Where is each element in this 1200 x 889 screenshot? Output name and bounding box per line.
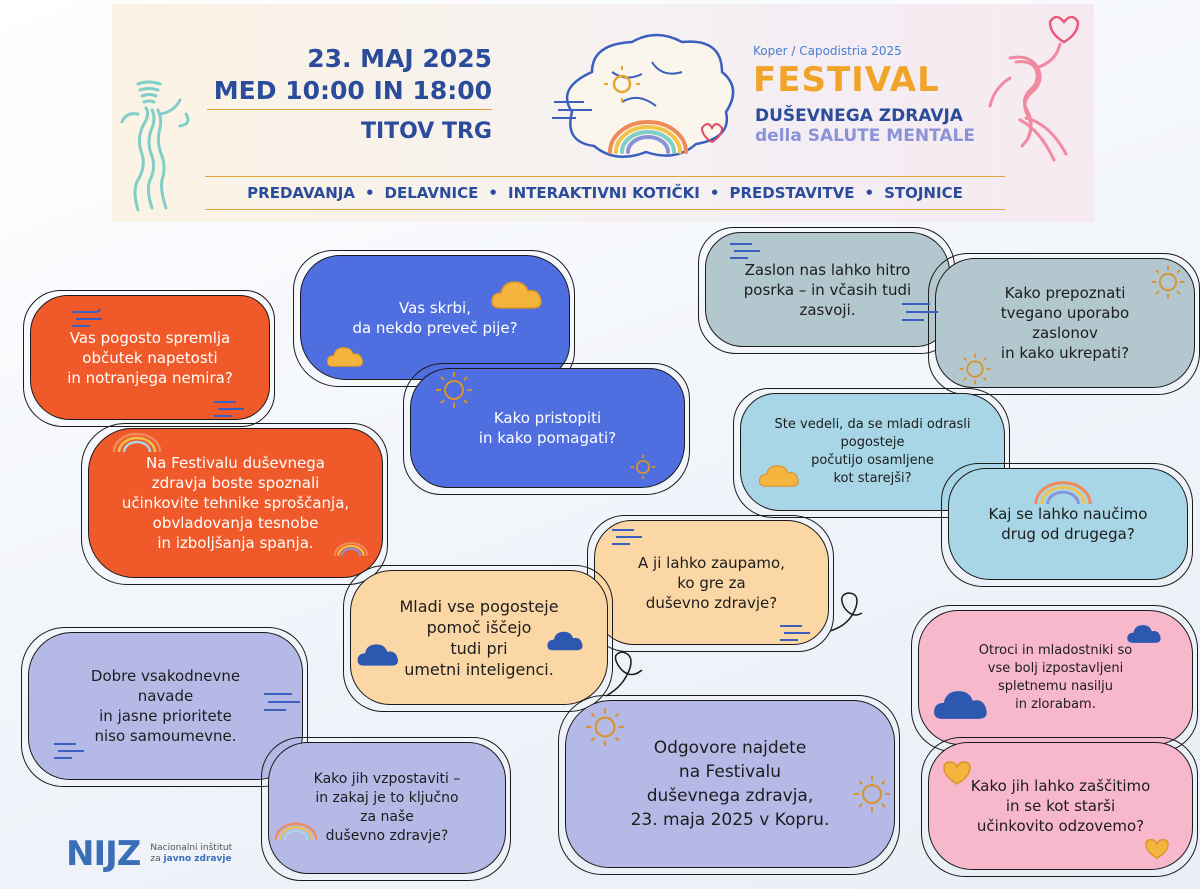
rainbow-icon	[272, 820, 320, 840]
bubble-text: Kako pristopiti in kako pomagati?	[478, 409, 617, 447]
brain-rainbow-illustration	[552, 32, 742, 172]
festival-banner	[112, 4, 1094, 222]
banner-divider	[207, 109, 492, 110]
bubble-text: A ji lahko zaupamo, ko gre za duševno zdravje?	[638, 553, 785, 612]
sun-icon	[1148, 262, 1188, 302]
sun-icon	[956, 350, 994, 388]
festival-place: TITOV TRG	[360, 119, 492, 144]
topic-lectures: PREDAVANJA	[247, 184, 355, 202]
topics-strip	[205, 176, 1005, 210]
bubble-establish-habits	[268, 742, 506, 874]
nijz-logo-name	[150, 843, 240, 865]
heart-icon	[1144, 838, 1170, 860]
cloud-icon	[1126, 622, 1164, 646]
topic-workshops: DELAVNICE	[384, 184, 479, 202]
wind-icon	[728, 240, 764, 262]
bubble-text: Ste vedeli, da se mladi odrasli pogosteje počutijo osamljene kot starejši?	[774, 417, 971, 486]
wind-icon	[70, 308, 106, 330]
bubble-text: Vas pogosto spremlja občutek napetosti in notranjega nemira?	[67, 328, 233, 387]
rainbow-icon	[1030, 478, 1096, 504]
bubble-text: Zaslon nas lahko hitro posrka – in včasih tudi zasvoji.	[743, 260, 912, 319]
bubble-text: Kako jih lahko zaščitimo in se kot starši učinkovito odzovemo?	[970, 777, 1151, 835]
festival-time: MED 10:00 IN 18:00	[213, 76, 492, 105]
cloud-icon	[932, 686, 992, 724]
bubble-text: Otroci in mladostniki so vse bolj izpostavljeni spletnemu nasilju in zlorabam.	[978, 642, 1133, 712]
topic-presentations: PREDSTAVITVE	[729, 184, 855, 202]
festival-heading: FESTIVAL	[753, 60, 940, 100]
scribble-decoration	[602, 640, 646, 700]
bubble-text: Na Festivalu duševnega zdravja boste spoznali učinkovite tehnike sproščanja, obvladovanja tesnobe in izboljšanja spanja.	[121, 454, 350, 552]
wind-icon	[900, 300, 940, 324]
topic-interactive-corners: INTERAKTIVNI KOTIČKI	[507, 184, 700, 202]
festival-title-sl: DUŠEVNEGA ZDRAVJA	[755, 106, 963, 126]
festival-date: 23. MAJ 2025	[307, 44, 492, 73]
festival-city: Koper / Capodistria 2025	[753, 44, 902, 58]
wind-icon	[610, 526, 646, 548]
cloud-icon	[546, 628, 586, 654]
nijz-name-line1: Nacionalni inštitut	[150, 843, 233, 853]
topic-separator: •	[488, 184, 498, 202]
cloud-icon	[326, 344, 366, 370]
nijz-name-za: za	[150, 854, 161, 864]
nijz-name-line2	[150, 854, 240, 865]
rainbow-icon	[332, 540, 370, 556]
bubble-text: Mladi vse pogosteje pomoč iščejo tudi pri umetni inteligenci.	[399, 596, 559, 679]
bubble-text: Vas skrbi, da nekdo preveč pije?	[352, 298, 518, 337]
heart-icon	[942, 760, 972, 786]
wind-icon	[212, 398, 248, 420]
topic-separator: •	[864, 184, 875, 202]
festival-title-it: della SALUTE MENTALE	[755, 126, 975, 146]
bubble-text: Kaj se lahko naučimo drug od drugega?	[988, 505, 1148, 543]
cloud-icon	[356, 640, 402, 670]
topic-stalls: STOJNICE	[884, 184, 963, 202]
topic-separator: •	[709, 184, 720, 202]
nijz-logo-mark: NIJZ	[66, 834, 141, 874]
cloud-icon	[490, 278, 546, 312]
tornado-figure-illustration	[116, 74, 196, 214]
wind-icon	[778, 622, 814, 644]
bubble-text: Dobre vsakodnevne navade in jasne prioritete niso samoumevne.	[90, 667, 241, 745]
wind-icon	[52, 740, 88, 762]
sun-icon	[850, 772, 894, 816]
bubble-text: Odgovore najdete na Festivalu duševnega zdravja, 23. maja 2025 v Kopru.	[630, 738, 830, 830]
bubble-text: Kako prepoznati tvegano uporabo zaslonov in kako ukrepati?	[1000, 284, 1130, 362]
heart-figure-illustration	[980, 8, 1090, 178]
wind-icon	[262, 690, 302, 714]
nijz-name-highlight: javno zdravje	[163, 854, 232, 864]
scribble-decoration	[826, 585, 866, 635]
nijz-logo	[66, 834, 240, 874]
sun-icon	[432, 368, 476, 412]
rainbow-icon	[110, 430, 164, 452]
cloud-icon	[758, 462, 802, 490]
sun-icon	[582, 704, 628, 750]
topic-separator: •	[364, 184, 375, 202]
sun-icon	[628, 452, 658, 482]
bubble-text: Kako jih vzpostaviti – in zakaj je to ključno za naše duševno zdravje?	[313, 771, 461, 844]
